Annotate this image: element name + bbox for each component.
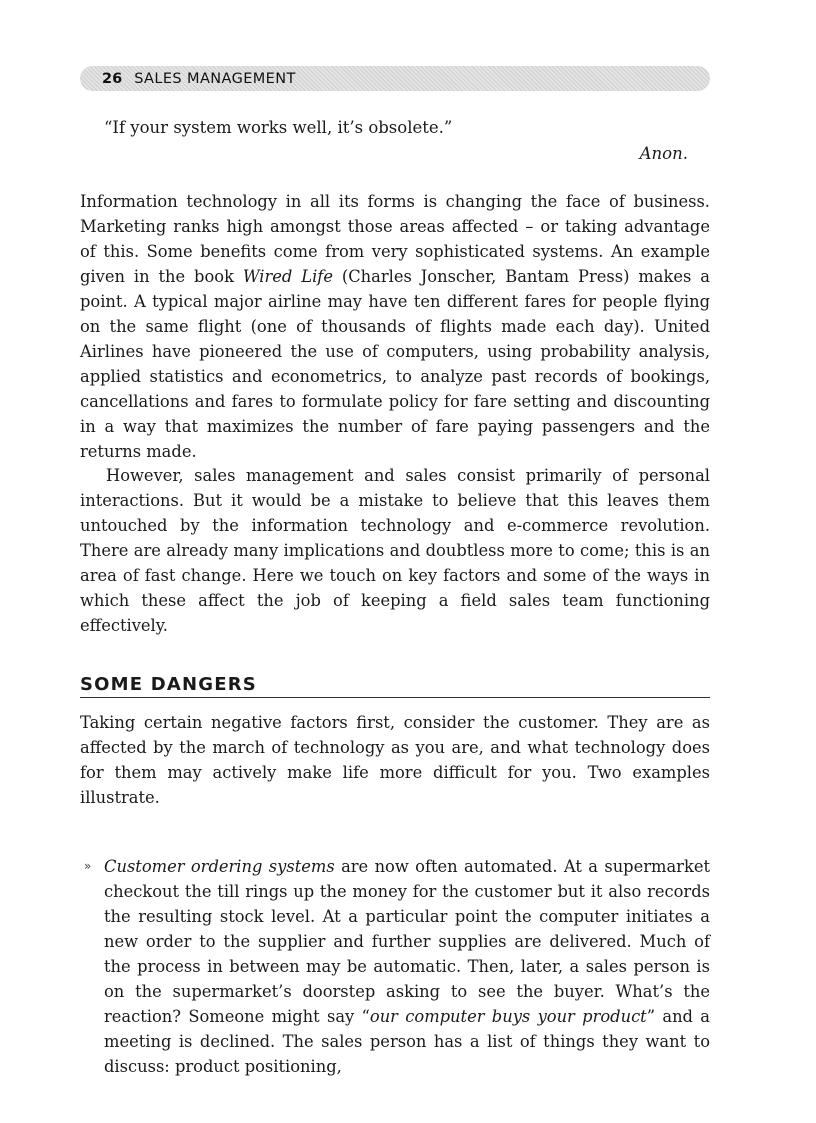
bullet-lead-term: Customer ordering systems (104, 857, 335, 876)
epigraph-attribution: Anon. (639, 144, 688, 163)
bullet-marker-icon: » (84, 859, 92, 873)
running-header (80, 66, 710, 91)
body-paragraph: However, sales management and sales consist primarily of personal interactions. But it would be a mistake to believe that this leaves them untouched by the information technology and e-commerce revolution. There are already many implications and doubtless more to come; this is an area of fast change. Here we touch on key factors and some of the ways in which these affect the job of keeping a field sales team functioning effectively. (80, 466, 710, 635)
body-paragraph (80, 189, 710, 464)
page-number: 26 (102, 70, 123, 87)
paragraph-text: Information technology in all its forms is changing the face of business. Marketing ranks high amongst those areas affected – or taking advantage of this. Some benefits come from very sophisticated systems. An example given in the book (80, 192, 710, 286)
bullet-quote: our computer buys your product (369, 1007, 647, 1026)
section-heading: SOME DANGERS (80, 674, 710, 698)
bullet-text: ” and a meeting is declined. The sales person has a list of things they want to discuss: product positioning, (104, 1007, 710, 1076)
body-paragraph: Taking certain negative factors first, consider the customer. They are as affected by the march of technology as you are, and what technology does for them may actively make life more difficult for you. Two examples illustrate. (80, 713, 710, 807)
bullet-text: are now often automated. At a supermarket checkout the till rings up the money for the customer but it also records the resulting stock level. At a particular point the computer initiates a new order to the supplier and further supplies are delivered. Much of the process in between may be automatic. Then, later, a sales person is on the supermarket’s doorstep asking to see the buyer. What’s the reaction? Someone might say “ (104, 857, 710, 1026)
running-title: SALES MANAGEMENT (134, 70, 296, 87)
bullet-list (80, 854, 710, 1079)
book-title: Wired Life (242, 267, 333, 286)
list-item (80, 854, 710, 1079)
paragraph-text: (Charles Jonscher, Bantam Press) makes a point. A typical major airline may have ten different fares for people flying on the same flight (one of thousands of flights made each day). United Airlines have pioneered the use of computers, using probability analysis, applied statistics and econometrics, to analyze past records of bookings, cancellations and fares to formulate policy for fare setting and discounting in a way that maximizes the number of fare paying passengers and the returns made. (80, 267, 710, 461)
epigraph-quote: “If your system works well, it’s obsolete.” (104, 118, 453, 137)
